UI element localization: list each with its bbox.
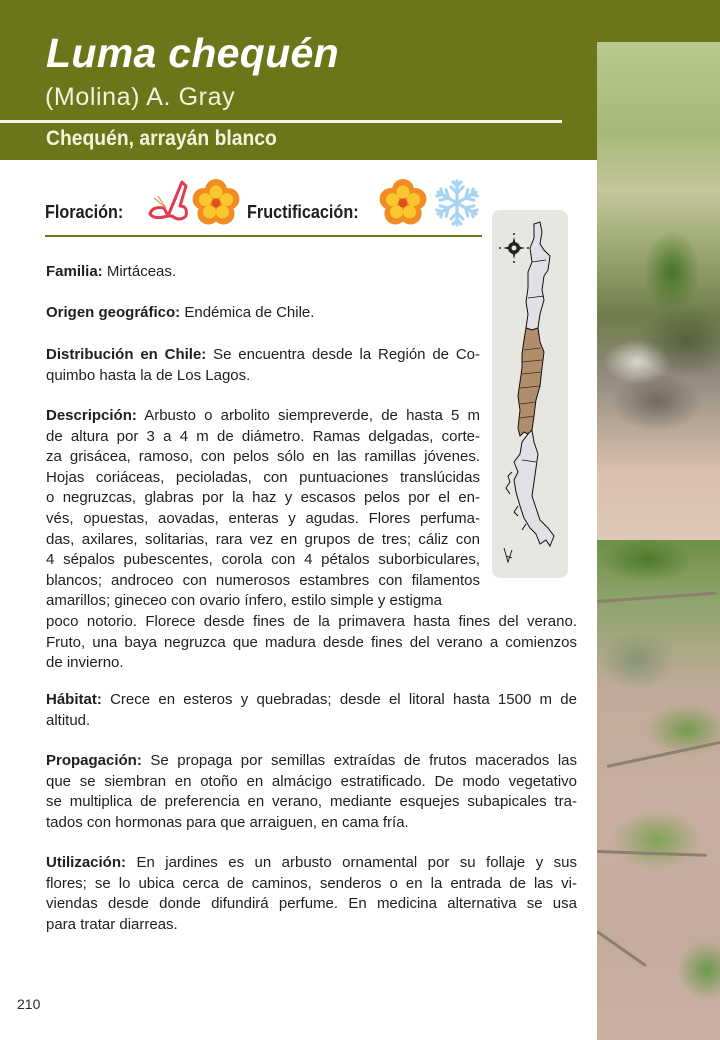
scientific-name: Luma chequén xyxy=(46,30,339,76)
habitat-photo xyxy=(597,42,720,540)
compass-rose-icon xyxy=(499,233,529,263)
common-names: Chequén, arrayán blanco xyxy=(46,127,277,150)
flower-icon xyxy=(377,176,429,228)
section-distribucion: Distribución en Chile: Se encuentra desde la Región de Co- quimbo hasta la de Los Lagos. xyxy=(46,346,481,384)
section-origen xyxy=(46,303,480,324)
section-divider xyxy=(45,235,482,237)
species-photo xyxy=(597,42,720,1040)
section-propagacion: Propagación: Se propaga por semillas extraídas de frutos macerados las que se siembran en otoño en almácigo estratificado. De modo vegetativo se multiplica de preferencia en verano, mediante esquejes subapicales tra- tados con hormonas para que arraiguen, en cama fría. xyxy=(46,752,577,831)
flowering-label: Floración: xyxy=(45,202,124,222)
utilizacion-label: Utilización: xyxy=(46,854,127,871)
section-habitat: Hábitat: Crece en esteros y quebradas; desde el litoral hasta 1500 m de altitud. xyxy=(46,691,577,729)
fruiting-label: Fructificación: xyxy=(247,202,359,222)
butterfly-icon xyxy=(142,176,194,228)
section-familia xyxy=(46,262,480,283)
chile-map xyxy=(492,210,568,578)
habitat-label: Hábitat: xyxy=(46,691,102,708)
header-divider xyxy=(0,120,562,123)
propagacion-label: Propagación: xyxy=(46,752,142,769)
familia-value: Mirtáceas. xyxy=(102,263,177,280)
origen-label: Origen geográfico: xyxy=(46,304,181,321)
origen-value: Endémica de Chile. xyxy=(180,304,315,321)
phenology-row xyxy=(45,196,485,236)
author-citation: (Molina) A. Gray xyxy=(45,83,236,111)
distribution-map xyxy=(492,210,568,578)
distribucion-label: Distribución en Chile: xyxy=(46,346,207,363)
section-descripcion: Descripción: Arbusto o arbolito siempreverde, de hasta 5 m de altura por 3 a 4 m de diámetro. Ramas delgadas, corte- za grisácea, ramoso, con pelos sólo en las ramillas jóvenes. Hojas coriáceas, pecioladas, con puntuaciones translúcidas o negruzcas, glabras por la haz y escasos pelos por el en- vés, opuestas, aovadas, enteras y agudas. Flores perfuma- das, axilares, solitarias, rara vez en grupos de tres; cáliz con 4 sépalos pubescentes, corola con 4 pétalos suborbiculares, blancos; androceo con numerosos estambres con filamentos amarillos; gineceo con ovario ínfero, estilo simple y estigma poco notorio. Florece desde fines de la primavera hasta fines del verano. Fruto, una baya negruzca que madura desde fines del verano a comienzos de invierno. xyxy=(46,407,577,672)
page-number: 210 xyxy=(17,996,41,1012)
section-utilizacion: Utilización: En jardines es un arbusto ornamental por su follaje y sus flores; se lo ubica cerca de caminos, senderos o en la entrada de las vi- viendas desde donde difundirá perfume. En medicina alternativa se usa para tratar diarreas. xyxy=(46,854,577,933)
branch-photo xyxy=(597,540,720,1040)
flower-icon xyxy=(190,176,242,228)
snowflake-icon xyxy=(431,176,483,228)
familia-label: Familia: xyxy=(46,263,103,280)
descripcion-label: Descripción: xyxy=(46,407,137,424)
